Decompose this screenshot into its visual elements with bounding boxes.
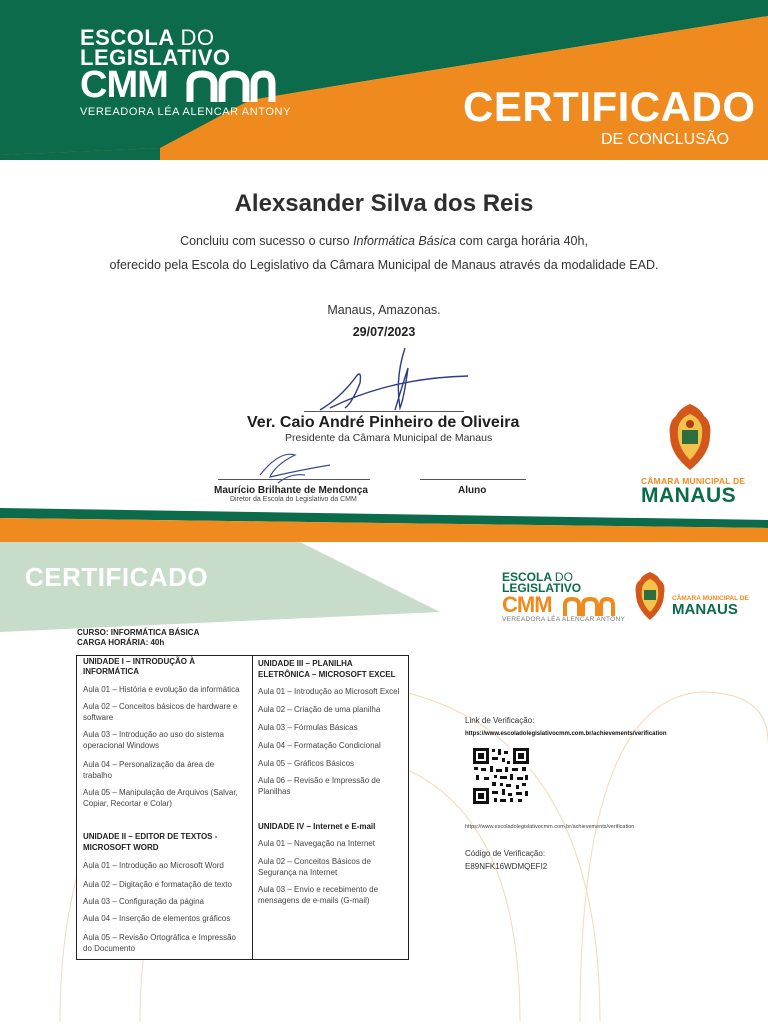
lesson-item: software	[83, 713, 114, 722]
president-name: Ver. Caio André Pinheiro de Oliveira	[247, 414, 520, 431]
back-school-logo	[502, 572, 625, 623]
logo-text-cmm: CMM	[80, 64, 168, 106]
back-title: CERTIFICADO	[25, 562, 209, 592]
logo-text-legislativo: LEGISLATIVO	[80, 45, 231, 70]
verification-code: E89NFK16WDMQEFI2	[465, 862, 548, 871]
back-camara-crest-icon	[632, 570, 668, 622]
lesson-item: Copiar, Recortar e Colar)	[83, 799, 172, 808]
verification-url[interactable]: https://www.escoladolegislativocmm.com.br/achievements/verification	[465, 731, 667, 737]
unit-title: ELETRÔNICA – MICROSOFT EXCEL	[258, 670, 396, 679]
verification-code-label: Código de Verificação:	[465, 849, 546, 858]
completion-line	[0, 234, 768, 248]
issue-date: 29/07/2023	[352, 325, 416, 339]
lesson-item: Aula 04 – Personalização da área de	[83, 760, 215, 769]
logo-text-escola: ESCOLA	[80, 25, 174, 50]
offered-by-line: oferecido pela Escola do Legislativo da Câmara Municipal de Manaus através da modalidade EAD.	[109, 258, 659, 272]
school-logo	[80, 25, 292, 118]
lesson-item: Aula 01 – Introdução ao Microsoft Word	[83, 861, 224, 870]
unit-title: UNIDADE I – INTRODUÇÃO À	[83, 657, 196, 666]
back-logo-do: DO	[554, 570, 573, 584]
lesson-item: Aula 01 – Introdução ao Microsoft Excel	[258, 687, 400, 696]
verification-link-label: Link de Verificação:	[465, 716, 535, 725]
syllabus-table	[76, 655, 409, 960]
president-signature-line	[304, 411, 464, 412]
certificate-subtitle: DE CONCLUSÃO	[601, 131, 730, 148]
president-signature	[300, 338, 480, 418]
divider-stripes	[0, 498, 768, 548]
back-logo-legislativo: LEGISLATIVO	[502, 581, 582, 595]
director-name: Maurício Brilhante de Mendonça	[214, 485, 368, 496]
back-logo-vereadora: VEREADORA LÉA ALENCAR ANTONY	[502, 616, 626, 623]
logo-text-do: DO	[180, 25, 215, 50]
unit-title: INFORMÁTICA	[83, 667, 139, 676]
completion-post: com carga horária 40h,	[455, 234, 588, 248]
qr-code-icon[interactable]	[472, 747, 530, 805]
issue-city: Manaus, Amazonas.	[327, 303, 441, 317]
back-logo-arches-icon	[562, 596, 616, 616]
table-divider	[252, 656, 253, 959]
verification-url-small[interactable]: https://www.escoladolegislativocmm.com.br/achievements/verification	[465, 824, 635, 830]
logo-arches-icon	[186, 70, 276, 102]
logo-text-vereadora: VEREADORA LÉA ALENCAR ANTONY	[80, 106, 292, 118]
lesson-item: Aula 02 – Conceitos básicos de hardware e	[83, 702, 238, 711]
student-label: Aluno	[458, 485, 487, 496]
lesson-item: do Documento	[83, 944, 136, 953]
lesson-item: mensagens de e-mails (G-mail)	[258, 896, 370, 905]
unit-title: UNIDADE IV – Internet e E-mail	[258, 822, 376, 831]
lesson-item: operacional Windows	[83, 741, 160, 750]
lesson-item: Aula 02 – Digitação e formatação de texto	[83, 880, 232, 889]
lesson-item: Aula 03 – Fórmulas Básicas	[258, 723, 358, 732]
lesson-item: Planilhas	[258, 787, 291, 796]
lesson-item: Aula 01 – Navegação na Internet	[258, 839, 375, 848]
camara-crest-icon	[664, 402, 716, 474]
camara-name-line2: MANAUS	[641, 484, 737, 507]
lesson-item: trabalho	[83, 771, 112, 780]
lesson-item: Aula 01 – História e evolução da informática	[83, 685, 240, 694]
lesson-item: Aula 05 – Gráficos Básicos	[258, 759, 355, 768]
course-name: Informática Básica	[353, 234, 456, 248]
student-signature-line	[420, 479, 526, 480]
unit-title: MICROSOFT WORD	[83, 843, 159, 852]
lesson-item: Aula 05 – Manipulação de Arquivos (Salvar,	[83, 788, 238, 797]
lesson-item: Aula 04 – Formatação Condicional	[258, 741, 381, 750]
back-camara-line2: MANAUS	[672, 601, 738, 618]
lesson-item: Aula 03 – Introdução ao uso do sistema	[83, 730, 224, 739]
back-logo-cmm: CMM	[502, 592, 552, 617]
course-label: CURSO: INFORMÁTICA BÁSICA	[77, 628, 200, 637]
president-role: Presidente da Câmara Municipal de Manaus	[285, 432, 493, 444]
director-signature-line	[218, 479, 370, 480]
lesson-item: Aula 05 – Revisão Ortográfica e Impressão	[83, 933, 236, 942]
lesson-item: Aula 06 – Revisão e Impressão de	[258, 776, 381, 785]
camara-name-line1: CÂMARA MUNICIPAL DE	[641, 476, 746, 486]
back-logo-escola: ESCOLA	[502, 570, 552, 584]
lesson-item: Aula 02 – Conceitos Básicos de	[258, 857, 371, 866]
lesson-item: Segurança na Internet	[258, 868, 338, 877]
unit-title: UNIDADE II – EDITOR DE TEXTOS -	[83, 832, 218, 841]
certificate-title: CERTIFICADO	[463, 83, 756, 130]
back-camara-line1: CÂMARA MUNICIPAL DE	[672, 595, 749, 602]
unit-title: UNIDADE III – PLANILHA	[258, 659, 353, 668]
lesson-item: Aula 02 – Criação de uma planilha	[258, 705, 381, 714]
lesson-item: Aula 03 – Envio e recebimento de	[258, 885, 379, 894]
lesson-item: Aula 04 – Inserção de elementos gráficos	[83, 914, 231, 923]
director-role: Diretor da Escola do Legislativo da CMM	[230, 496, 357, 503]
recipient-name: Alexsander Silva dos Reis	[234, 190, 534, 217]
hours-label: CARGA HORÁRIA: 40h	[77, 638, 165, 647]
lesson-item: Aula 03 – Configuração da página	[83, 897, 204, 906]
completion-pre: Concluiu com sucesso o curso	[180, 234, 354, 248]
